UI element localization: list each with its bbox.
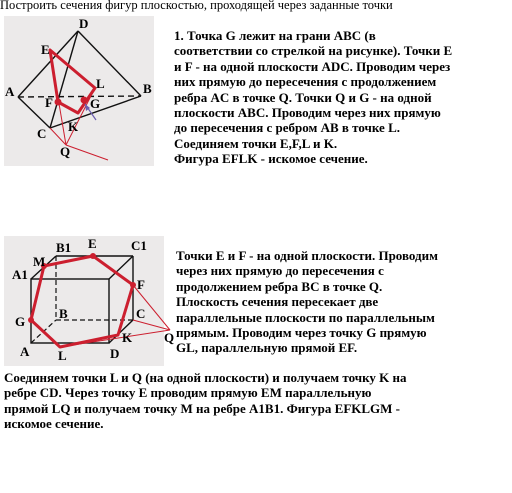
text-line: ребра AC в точке Q. Точки Q и G - на одной <box>174 89 432 105</box>
text-line: Соединяем точки E,F,L и K. <box>174 135 338 151</box>
text-line: Соединяем точки L и Q (на одной плоскости) и получаем точку K на <box>4 370 407 385</box>
point-E <box>90 253 96 259</box>
label-F: F <box>45 95 53 110</box>
label-E: E <box>41 42 50 57</box>
label-B1: B1 <box>56 240 72 255</box>
label-C: C <box>37 126 47 141</box>
text-line: параллельные плоскости по параллельным <box>176 309 435 325</box>
text-line: прямой LQ и получаем точку M на ребре A1B1. Фигура EFKLGM - <box>4 400 400 416</box>
explanation-block-2 <box>176 248 438 356</box>
text-line: через них прямую до пересечения с <box>176 263 384 279</box>
label-A: A <box>20 344 30 359</box>
label-B: B <box>59 306 68 321</box>
label-A1: A1 <box>12 267 28 282</box>
explanation-block-3 <box>4 370 406 432</box>
section-EFKLGM <box>31 256 133 347</box>
label-C1: C1 <box>131 238 147 253</box>
point-F <box>130 282 136 288</box>
label-L: L <box>58 348 67 363</box>
text-line: ребре CD. Через точку E проводим прямую EM параллельную <box>4 385 372 401</box>
label-K: K <box>68 119 79 134</box>
text-line: GL, параллельную прямой EF. <box>176 340 358 356</box>
text-line: Точки E и F - на одной плоскости. Проводим <box>176 248 438 263</box>
text-line: них прямую до пересечения с продолжением <box>174 74 437 90</box>
text-line: и F - на одной плоскости ADC. Проводим через <box>174 58 451 74</box>
label-Q: Q <box>60 144 71 159</box>
label-G: G <box>90 96 101 111</box>
label-D: D <box>110 346 120 361</box>
text-line: Плоскость сечения пересекает две <box>176 294 379 310</box>
label-E: E <box>88 236 97 251</box>
text-line: 1. Точка G лежит на грани ABC (в <box>174 28 376 43</box>
point-G <box>28 317 34 323</box>
explanation-block-1 <box>174 28 452 167</box>
label-C: C <box>136 306 146 321</box>
label-Q: Q <box>164 330 175 345</box>
label-B: B <box>143 81 152 96</box>
text-line: плоскости ABC. Проводим через них прямую <box>174 105 441 121</box>
label-A: A <box>5 84 15 99</box>
text-line: продолжением ребра BC в точке Q. <box>176 278 383 294</box>
face-front <box>31 279 109 343</box>
text-line: прямым. Проводим через точку G прямую <box>176 325 427 341</box>
text-line: соответствии со стрелкой на рисунке). Точки E <box>174 43 453 59</box>
label-M: M <box>33 254 46 269</box>
label-K: K <box>122 330 133 345</box>
label-D: D <box>79 16 89 31</box>
page-title: Построить сечения фигур плоскостью, проходящей через заданные точки <box>0 0 393 12</box>
text-line: Фигура EFLK - искомое сечение. <box>174 151 368 167</box>
text-line: до пересечения с ребром AB в точке L. <box>174 120 400 136</box>
label-L: L <box>96 76 105 91</box>
line-CQ <box>133 320 170 330</box>
label-G: G <box>15 314 26 329</box>
text-line: искомое сечение. <box>4 416 104 432</box>
label-F: F <box>137 277 145 292</box>
